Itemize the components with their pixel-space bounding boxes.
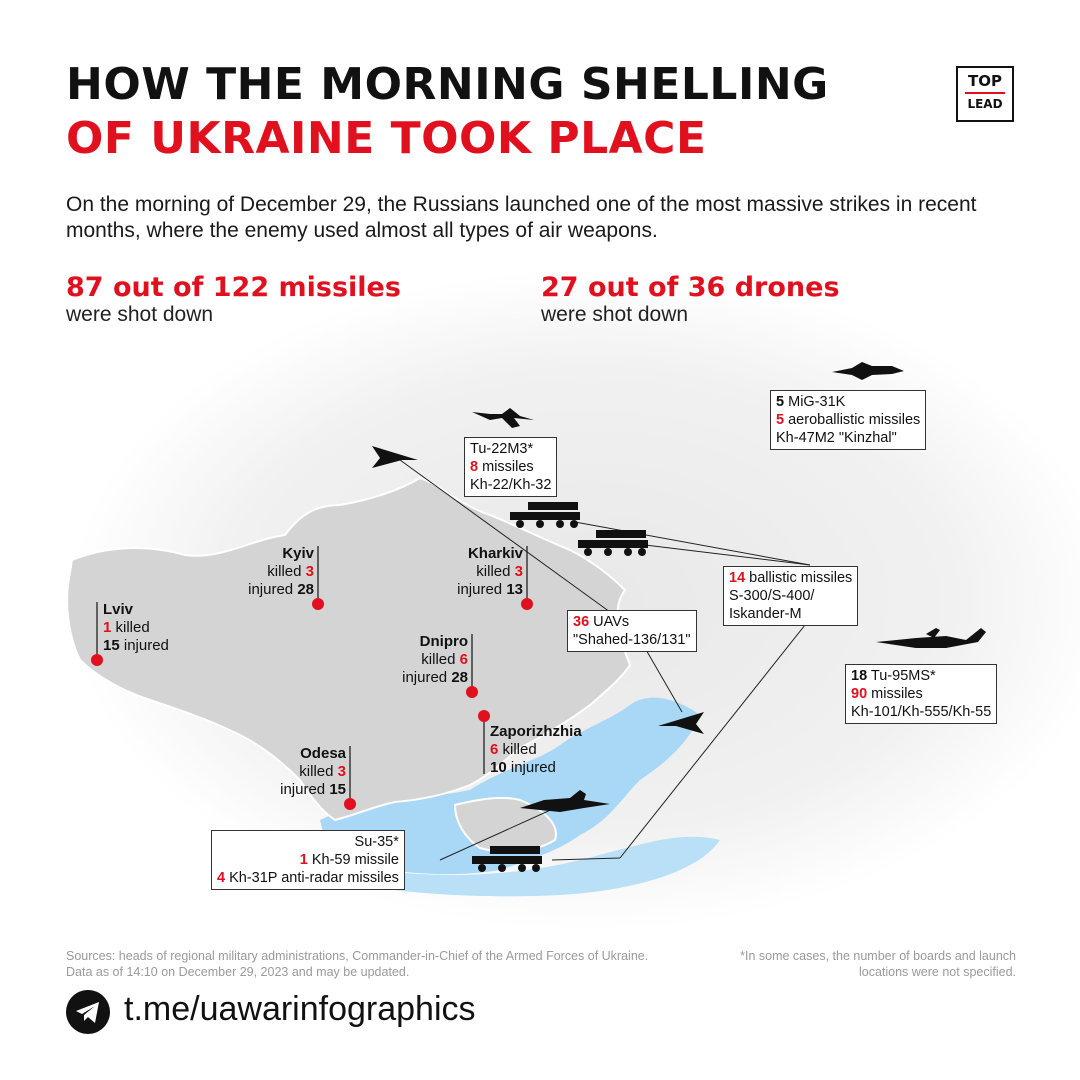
footnote-text: *In some cases, the number of boards and launch locations were not specified. xyxy=(740,949,1016,979)
tu95-missile-count: 90 xyxy=(851,686,868,702)
tu22-info-box xyxy=(464,437,557,497)
missiles-caption: were shot down xyxy=(66,303,214,326)
missiles-shot-down: 87 out of 122 missiles xyxy=(66,272,401,303)
injured-count: 15 xyxy=(103,637,120,654)
mig-name: MiG-31K xyxy=(788,394,846,410)
injured-label: injured xyxy=(457,581,503,598)
injured-label: injured xyxy=(280,781,326,798)
mig-missile-count: 5 xyxy=(776,412,785,428)
city-name: Odesa xyxy=(300,745,346,762)
su35-antiradar-count: 4 xyxy=(217,870,226,886)
tu95-count: 18 xyxy=(851,668,868,684)
tu95-missile-label: missiles xyxy=(871,686,923,702)
killed-count: 1 xyxy=(103,619,112,636)
city-odesa xyxy=(280,745,346,799)
sources-text: Sources: heads of regional military administrations, Commander-in-Chief of the Armed Forces of Ukraine. Data as of 14:10 on December 29, 2023 and may be updated. xyxy=(66,949,649,979)
injured-label: injured xyxy=(123,637,169,654)
injured-count: 28 xyxy=(451,669,468,686)
tu95-missile-types: Kh-101/Kh-555/Kh-55 xyxy=(851,704,992,720)
city-name: Zaporizhzhia xyxy=(490,723,582,740)
tu22-missile-count: 8 xyxy=(470,459,479,475)
killed-count: 6 xyxy=(459,651,468,668)
tu95-name: Tu-95MS* xyxy=(870,668,936,684)
city-dnipro xyxy=(402,633,468,687)
su35-missile-type: Kh-59 missile xyxy=(311,852,399,868)
drones-caption: were shot down xyxy=(541,303,689,326)
su35-missile-count: 1 xyxy=(299,852,308,868)
drones-shot-down: 27 out of 36 drones xyxy=(541,272,840,303)
city-name: Kyiv xyxy=(282,545,314,562)
city-name: Dnipro xyxy=(419,633,468,650)
uav-type: "Shahed-136/131" xyxy=(573,632,691,648)
city-kyiv xyxy=(248,545,314,599)
killed-count: 3 xyxy=(337,763,346,780)
city-lviv xyxy=(103,601,169,655)
injured-label: injured xyxy=(510,759,556,776)
su35-name: Su-35* xyxy=(354,834,399,850)
title-line-2: OF UKRAINE TOOK PLACE xyxy=(66,113,707,164)
lviv-dot xyxy=(91,654,103,666)
injured-count: 28 xyxy=(297,581,314,598)
missiles-stat xyxy=(66,272,401,327)
mig-count: 5 xyxy=(776,394,785,410)
mig31-info-box xyxy=(770,390,926,450)
odesa-dot xyxy=(344,798,356,810)
killed-count: 3 xyxy=(305,563,314,580)
killed-label: killed xyxy=(421,651,456,668)
injured-count: 10 xyxy=(490,759,507,776)
mig-missile-type: aeroballistic missiles xyxy=(788,412,921,428)
su35-antiradar-type: Kh-31P anti-radar missiles xyxy=(229,870,399,886)
ballistic-info-box xyxy=(723,566,858,626)
killed-label: killed xyxy=(267,563,302,580)
ballistic-count: 14 xyxy=(729,570,746,586)
city-kharkiv xyxy=(457,545,523,599)
ballistic-types-2: Iskander-M xyxy=(729,606,802,622)
intro-text: On the morning of December 29, the Russians launched one of the most massive strikes in recent months, where the enemy used almost all types of air weapons. xyxy=(66,193,977,242)
title-line-1: HOW THE MORNING SHELLING xyxy=(66,59,829,110)
drones-stat xyxy=(541,272,840,327)
dnipro-dot xyxy=(466,686,478,698)
ballistic-label: ballistic missiles xyxy=(749,570,853,586)
uav-count: 36 xyxy=(573,614,590,630)
uav-label: UAVs xyxy=(593,614,630,630)
tu22-missile-label: missiles xyxy=(482,459,534,475)
killed-label: killed xyxy=(115,619,150,636)
su35-info-box xyxy=(211,830,405,890)
uav-info-box xyxy=(567,610,697,652)
injured-label: injured xyxy=(402,669,448,686)
city-zaporizhzhia xyxy=(490,723,582,777)
logo-top-text: TOP xyxy=(968,72,1002,90)
kharkiv-dot xyxy=(521,598,533,610)
injured-count: 13 xyxy=(506,581,523,598)
city-name: Lviv xyxy=(103,601,134,618)
telegram-icon[interactable] xyxy=(66,990,110,1034)
ballistic-types: S-300/S-400/ xyxy=(729,588,815,604)
telegram-link[interactable]: t.me/uawarinfographics xyxy=(124,990,476,1028)
tu22-missile-type: Kh-22/Kh-32 xyxy=(470,477,552,493)
killed-label: killed xyxy=(299,763,334,780)
killed-label: killed xyxy=(502,741,537,758)
logo-bottom-text: LEAD xyxy=(967,97,1003,111)
injured-count: 15 xyxy=(329,781,346,798)
city-name: Kharkiv xyxy=(467,545,523,562)
tu22-name: Tu-22M3* xyxy=(470,441,534,457)
injured-label: injured xyxy=(248,581,294,598)
killed-count: 3 xyxy=(514,563,523,580)
mig-missile-name: Kh-47M2 "Kinzhal" xyxy=(776,430,897,446)
zaporizhzhia-dot xyxy=(478,710,490,722)
killed-count: 6 xyxy=(490,741,499,758)
kyiv-dot xyxy=(312,598,324,610)
tu95-info-box xyxy=(845,664,997,724)
killed-label: killed xyxy=(476,563,511,580)
